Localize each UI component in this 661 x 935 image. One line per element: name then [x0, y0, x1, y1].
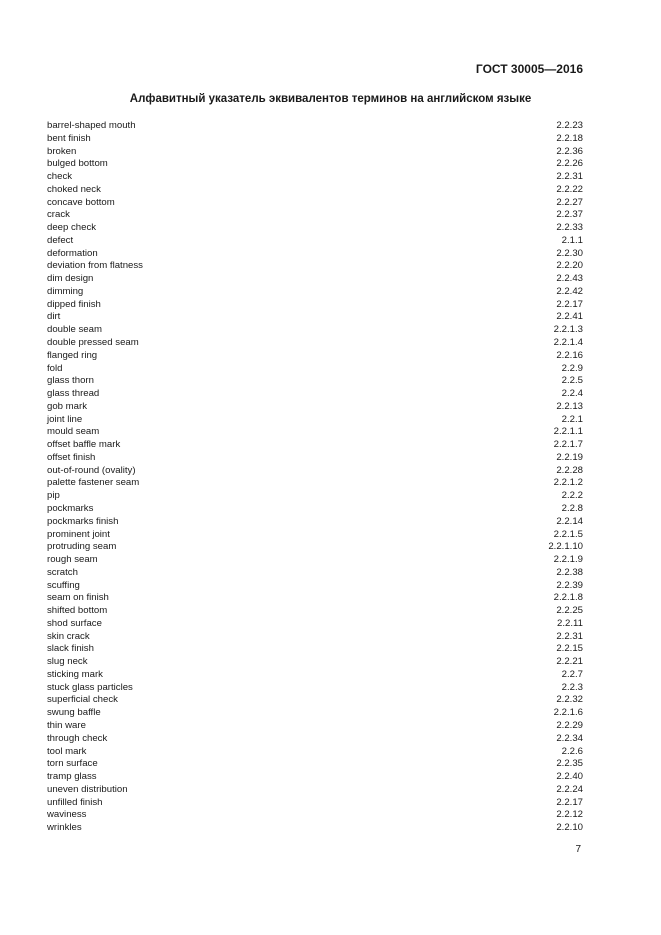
index-reference: 2.2.24 [556, 783, 583, 795]
index-reference: 2.2.35 [556, 758, 583, 770]
index-term: rough seam [47, 554, 98, 566]
index-term: slug neck [47, 656, 88, 668]
index-term: check [47, 171, 73, 183]
index-reference: 2.2.15 [556, 643, 583, 655]
index-reference: 2.2.1.6 [553, 707, 583, 719]
index-reference: 2.1.1 [561, 234, 583, 246]
index-reference: 2.2.17 [556, 298, 583, 310]
index-term: seam on finish [47, 592, 109, 604]
index-entry [47, 197, 583, 210]
index-entry [47, 465, 583, 478]
index-entry [47, 426, 583, 439]
index-reference: 2.2.31 [556, 171, 583, 183]
index-term: protruding seam [47, 541, 117, 553]
index-entry [47, 324, 583, 337]
index-term: dim design [47, 273, 94, 285]
index-term: concave bottom [47, 196, 115, 208]
index-reference: 2.2.8 [561, 502, 583, 514]
index-term: fold [47, 362, 63, 374]
index-reference: 2.2.17 [556, 796, 583, 808]
index-reference: 2.2.42 [556, 285, 583, 297]
page-number: 7 [575, 844, 581, 855]
index-entry [47, 452, 583, 465]
index-entry [47, 158, 583, 171]
index-term: skin crack [47, 630, 90, 642]
index-reference: 2.2.18 [556, 132, 583, 144]
index-term: flanged ring [47, 349, 98, 361]
index-entry [47, 337, 583, 350]
index-entry [47, 350, 583, 363]
index-reference: 2.2.40 [556, 771, 583, 783]
index-term: torn surface [47, 758, 98, 770]
index-entry [47, 605, 583, 618]
index-entry [47, 631, 583, 644]
index-entry [47, 133, 583, 146]
index-term: dimming [47, 285, 84, 297]
index-entry [47, 618, 583, 631]
index-term: waviness [47, 809, 87, 821]
index-entry [47, 529, 583, 542]
index-reference: 2.2.14 [556, 515, 583, 527]
index-entry [47, 541, 583, 554]
index-reference: 2.2.34 [556, 732, 583, 744]
index-term: shod surface [47, 617, 102, 629]
index-entry [47, 146, 583, 159]
index-term: prominent joint [47, 528, 110, 540]
index-entry [47, 209, 583, 222]
index-reference: 2.2.9 [561, 362, 583, 374]
index-reference: 2.2.12 [556, 809, 583, 821]
index-reference: 2.2.7 [561, 668, 583, 680]
index-entry [47, 503, 583, 516]
index-reference: 2.2.32 [556, 694, 583, 706]
index-entry [47, 746, 583, 759]
index-term: crack [47, 209, 70, 221]
index-entry [47, 656, 583, 669]
index-term: glass thorn [47, 375, 94, 387]
index-term: bulged bottom [47, 158, 108, 170]
index-term: scuffing [47, 579, 80, 591]
index-term: sticking mark [47, 668, 103, 680]
index-entry [47, 248, 583, 261]
index-entry [47, 299, 583, 312]
index-reference: 2.2.1.8 [553, 592, 583, 604]
index-term: tramp glass [47, 771, 97, 783]
index-reference: 2.2.3 [561, 681, 583, 693]
index-term: palette fastener seam [47, 477, 140, 489]
index-term: wrinkles [47, 822, 82, 834]
index-term: barrel-shaped mouth [47, 120, 136, 131]
index-term: deformation [47, 247, 98, 259]
index-reference: 2.2.27 [556, 196, 583, 208]
index-reference: 2.2.5 [561, 375, 583, 387]
index-reference: 2.2.1.4 [553, 337, 583, 349]
index-term: choked neck [47, 183, 101, 195]
index-reference: 2.2.41 [556, 311, 583, 323]
index-term: slack finish [47, 643, 94, 655]
index-reference: 2.2.30 [556, 247, 583, 259]
index-entry [47, 643, 583, 656]
index-entry [47, 184, 583, 197]
index-term: glass thread [47, 388, 100, 400]
index-entry [47, 669, 583, 682]
index-entry [47, 222, 583, 235]
index-reference: 2.2.1.1 [553, 426, 583, 438]
index-entry [47, 554, 583, 567]
index-entry [47, 822, 583, 835]
index-term: offset baffle mark [47, 439, 121, 451]
page-title: Алфавитный указатель эквивалентов терминов на английском языке [129, 93, 532, 105]
index-term: unfilled finish [47, 796, 103, 808]
index-entry [47, 490, 583, 503]
index-term: scratch [47, 566, 78, 578]
index-term: defect [47, 234, 74, 246]
index-reference: 2.2.10 [556, 822, 583, 834]
index-entry [47, 401, 583, 414]
index-term: double seam [47, 324, 102, 336]
index-entry [47, 694, 583, 707]
index-entry [47, 797, 583, 810]
index-reference: 2.2.1 [561, 413, 583, 425]
index-reference: 2.2.29 [556, 719, 583, 731]
index-reference: 2.2.25 [556, 605, 583, 617]
index-reference: 2.2.19 [556, 451, 583, 463]
index-reference: 2.2.22 [556, 183, 583, 195]
index-term: offset finish [47, 451, 96, 463]
index-reference: 2.2.37 [556, 209, 583, 221]
index-term: superficial check [47, 694, 118, 706]
index-reference: 2.2.43 [556, 273, 583, 285]
index-reference: 2.2.26 [556, 158, 583, 170]
index-entry [47, 580, 583, 593]
index-term: swung baffle [47, 707, 101, 719]
index-entry [47, 235, 583, 248]
index-term: tool mark [47, 745, 87, 757]
index-term: deviation from flatness [47, 260, 143, 272]
index-reference: 2.2.1.3 [553, 324, 583, 336]
index-entry [47, 439, 583, 452]
index-term: joint line [47, 413, 83, 425]
index-term: thin ware [47, 719, 86, 731]
index-entry [47, 516, 583, 529]
index-reference: 2.2.1.10 [548, 541, 583, 553]
index-entry [47, 414, 583, 427]
index-entry [47, 388, 583, 401]
index-term: pockmarks [47, 502, 94, 514]
index-entry [47, 363, 583, 376]
index-entry [47, 375, 583, 388]
index-reference: 2.2.21 [556, 656, 583, 668]
index-reference: 2.2.33 [556, 222, 583, 234]
index-term: pockmarks finish [47, 515, 119, 527]
index-reference: 2.2.20 [556, 260, 583, 272]
standard-code: ГОСТ 30005—2016 [475, 62, 583, 76]
index-reference: 2.2.28 [556, 464, 583, 476]
index-entry [47, 771, 583, 784]
index-entry [47, 120, 583, 133]
index-term: gob mark [47, 400, 87, 412]
index-entry [47, 171, 583, 184]
index-entry [47, 809, 583, 822]
index-term: stuck glass particles [47, 681, 133, 693]
index-reference: 2.2.1.7 [553, 439, 583, 451]
index-reference: 2.2.4 [561, 388, 583, 400]
index-reference: 2.2.1.9 [553, 554, 583, 566]
index-term: through check [47, 732, 108, 744]
index-reference: 2.2.1.5 [553, 528, 583, 540]
index-entry [47, 758, 583, 771]
index-term: bent finish [47, 132, 91, 144]
index-term: mould seam [47, 426, 100, 438]
index-reference: 2.2.36 [556, 145, 583, 157]
index-entry [47, 311, 583, 324]
index-reference: 2.2.16 [556, 349, 583, 361]
index-entry [47, 784, 583, 797]
index-entry [47, 567, 583, 580]
index-entry [47, 720, 583, 733]
index-reference: 2.2.38 [556, 566, 583, 578]
index-term: out-of-round (ovality) [47, 464, 136, 476]
index-term: broken [47, 145, 77, 157]
index-reference: 2.2.11 [557, 617, 583, 629]
index-term: shifted bottom [47, 605, 108, 617]
index-entry [47, 286, 583, 299]
index-entry [47, 477, 583, 490]
index-reference: 2.2.13 [556, 400, 583, 412]
index-term: double pressed seam [47, 337, 139, 349]
index-reference: 2.2.1.2 [553, 477, 583, 489]
index-reference: 2.2.6 [561, 745, 583, 757]
index-reference: 2.2.39 [556, 579, 583, 591]
term-index-list [47, 120, 583, 835]
index-reference: 2.2.2 [561, 490, 583, 502]
index-entry [47, 733, 583, 746]
index-reference: 2.2.23 [556, 120, 583, 131]
index-entry [47, 707, 583, 720]
index-term: dipped finish [47, 298, 101, 310]
index-entry [47, 260, 583, 273]
index-term: pip [47, 490, 60, 502]
index-entry [47, 273, 583, 286]
index-term: deep check [47, 222, 97, 234]
index-entry [47, 592, 583, 605]
index-term: uneven distribution [47, 783, 128, 795]
index-entry [47, 682, 583, 695]
index-reference: 2.2.31 [556, 630, 583, 642]
index-term: dirt [47, 311, 61, 323]
